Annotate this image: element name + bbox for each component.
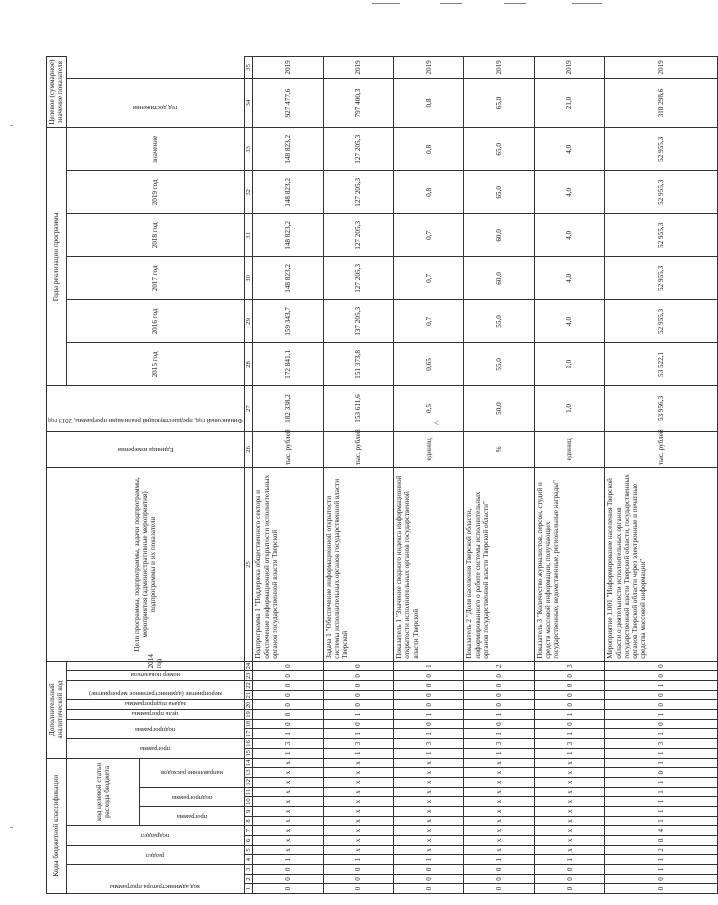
code-cell: 0 [394, 874, 464, 884]
code-cell: 0 [464, 719, 534, 729]
column-index-cell: 13 [244, 769, 252, 776]
row-unit: тыс. рублей [323, 431, 393, 468]
code-cell: 0 [605, 768, 717, 778]
code-cell: 3 [605, 739, 717, 749]
budget-codes-header: Коды бюджетной классификации [47, 758, 67, 893]
code-cell: 0 [253, 671, 323, 681]
row-year-value: 4,0 [534, 214, 604, 257]
code-cell: x [534, 816, 604, 826]
code-cell: 1 [605, 816, 717, 826]
column-index-cell: 20 [244, 701, 252, 709]
row-year-value: 55,0 [464, 300, 534, 343]
column-index-cell: 35 [244, 57, 253, 79]
code-cell: 3 [534, 739, 604, 749]
target-year-header: год достижения [66, 78, 244, 127]
column-index-cell: 10 [244, 798, 252, 805]
row-year-value: 0,7 [394, 300, 464, 343]
code-cell: 1 [464, 729, 534, 739]
code-cell: 1 [605, 787, 717, 797]
code-cell: 0 [534, 681, 604, 691]
code-cell: 1 [534, 748, 604, 758]
code-cell: x [323, 768, 393, 778]
code-cell: 0 [323, 700, 393, 710]
code-cell: x [394, 758, 464, 768]
row-year-value: 148 823,2 [253, 214, 323, 257]
code-cell: 0 [534, 884, 604, 894]
code-cell: x [534, 845, 604, 855]
column-index-cell: 25 [244, 468, 253, 662]
program-indicators-table [46, 56, 718, 894]
code-cell: 0 [534, 690, 604, 700]
code-cell: x [534, 806, 604, 816]
code-cell: 0 [323, 884, 393, 894]
code-cell: x [534, 835, 604, 845]
row-year-value: 151 373,8 [323, 343, 393, 386]
code-cell: x [394, 845, 464, 855]
row-year-value: 0,8 [394, 128, 464, 171]
row-name: Показатель 2 "Доля населения Тверской области, информированного о работе системы исполнительных органов государственной власти Тверской области" [464, 468, 534, 662]
year-2014-header: 2014 год [66, 661, 244, 671]
target-value-header: значение [66, 128, 244, 171]
extra-code-header: Дополнительный аналитический код [47, 661, 67, 758]
column-index-cell: 18 [244, 720, 252, 728]
row-year-value: 127 205,3 [323, 257, 393, 300]
row-year-value: 52 955,3 [605, 257, 717, 300]
code-cell: 0 [464, 690, 534, 700]
column-index-cell: 16 [244, 740, 252, 747]
edge-mark [10, 827, 13, 828]
code-cell: 0 [394, 864, 464, 874]
column-index-cell: 17 [244, 730, 252, 738]
row-year-value: 0,7 [394, 257, 464, 300]
row-year-value: 1,0 [534, 343, 604, 386]
code-cell: x [253, 816, 323, 826]
code-cell: 1 [605, 729, 717, 739]
code-cell: 0 [253, 874, 323, 884]
code-cell: 1 [605, 777, 717, 787]
row-target-value: 21,0 [534, 78, 604, 127]
code-cell: 1 [323, 855, 393, 865]
code-cell: x [394, 797, 464, 807]
code-cell: 3 [323, 739, 393, 749]
code-cell: 2 [605, 845, 717, 855]
table-row [605, 57, 717, 894]
code-cell: 2 [464, 661, 534, 671]
row-prev-year: 0,5 [394, 386, 464, 431]
code-cell: 0 [323, 671, 393, 681]
code-cell: x [253, 777, 323, 787]
code-cell: x [253, 826, 323, 836]
column-index-cell: 31 [244, 214, 253, 257]
column-index-cell: 6 [244, 835, 253, 845]
activity-number-header: номер показателя [66, 671, 244, 681]
row-year-value: 159 343,7 [253, 300, 323, 343]
row-name: Мероприятие 1.001 "Информирование населения Тверской области о деятельности исполнительных органов государственной власти Тверской области, государственных органов Тверской области через электронные и печатные средства массовой информации" [605, 468, 717, 662]
column-index-cell: 33 [244, 128, 253, 171]
row-year-value: 127 205,3 [323, 214, 393, 257]
column-index-cell: 29 [244, 300, 253, 343]
code-cell: 0 [534, 700, 604, 710]
code-cell: 0 [394, 700, 464, 710]
years-header: Годы реализации программы [47, 128, 67, 386]
column-index-cell: 22 [244, 682, 252, 689]
row-year-value: 55,0 [464, 343, 534, 386]
code-cell: x [394, 816, 464, 826]
code-cell: 1 [605, 806, 717, 816]
code-cell: x [323, 845, 393, 855]
row-year-value: 65,0 [464, 128, 534, 171]
row-year-value: 148 823,2 [253, 171, 323, 214]
row-name: Показатель 1 "Значение сводного индекса информационной открытости исполнительных органов государственной власти Тверской [394, 468, 464, 662]
code-cell: x [394, 806, 464, 816]
table-row [534, 57, 604, 894]
row-target-year: 2019 [534, 57, 604, 79]
row-year-value: 0,8 [394, 171, 464, 214]
code-cell: 0 [253, 700, 323, 710]
row-year-value: 148 823,2 [253, 257, 323, 300]
code-cell: 1 [464, 855, 534, 865]
row-year-value: 127 205,3 [323, 171, 393, 214]
column-index-cell: 4 [244, 855, 253, 865]
unit-header: Единица измерения [47, 431, 245, 468]
column-index-cell: 3 [244, 864, 253, 874]
code-cell: 1 [253, 748, 323, 758]
code-cell: 0 [605, 700, 717, 710]
row-target-value: 927 477,6 [253, 78, 323, 127]
row-year-value: 127 205,3 [323, 128, 393, 171]
row-prev-year: 50,0 [464, 386, 534, 431]
code-cell: 0 [464, 884, 534, 894]
program-table-sheet [46, 56, 665, 894]
code-cell: 0 [253, 710, 323, 720]
row-prev-year: 53 956,3 [605, 386, 717, 431]
row-year-value: 60,0 [464, 214, 534, 257]
code-cell: 0 [534, 874, 604, 884]
subsection-header: подраздел [66, 826, 244, 845]
code-cell: x [394, 826, 464, 836]
row-prev-year: 153 611,6 [323, 386, 393, 431]
row-unit: единиц [534, 431, 604, 468]
code-cell: 0 [605, 661, 717, 671]
subprogram-task-header: задача подпрограммы [66, 700, 244, 710]
code-cell: 0 [605, 690, 717, 700]
code-cell: 0 [605, 835, 717, 845]
edge-mark [10, 125, 13, 126]
code-cell: 0 [323, 874, 393, 884]
row-target-year: 2019 [394, 57, 464, 79]
code-cell: 1 [394, 710, 464, 720]
code-cell: 1 [605, 797, 717, 807]
code-cell: 0 [605, 719, 717, 729]
code-cell: 0 [464, 874, 534, 884]
program-goal-header: цель программы [66, 710, 244, 720]
row-year-value: 52 955,3 [605, 128, 717, 171]
code-cell: x [323, 835, 393, 845]
code-cell: 3 [534, 661, 604, 671]
row-year-value: 172 841,1 [253, 343, 323, 386]
row-name: Показатель 3 "Количество журналистов, персон, студий и средств массовой информации, получающих государственные, ведомственные, региональные награды" [534, 468, 604, 662]
code-cell: x [464, 806, 534, 816]
table-row [464, 57, 534, 894]
row-year-value: 4,0 [534, 257, 604, 300]
column-index-cell: 26 [244, 431, 253, 468]
code-cell: x [464, 845, 534, 855]
row-target-value: 0,8 [394, 78, 464, 127]
code-cell: 0 [253, 864, 323, 874]
code-cell: x [253, 806, 323, 816]
code-cell: x [394, 787, 464, 797]
column-index-cell: 23 [244, 672, 252, 680]
code-cell: 0 [323, 864, 393, 874]
code-cell: 1 [534, 710, 604, 720]
code-cell: 1 [394, 748, 464, 758]
row-target-year: 2019 [464, 57, 534, 79]
code-cell: 0 [394, 681, 464, 691]
row-unit: % [464, 431, 534, 468]
code-cell: 0 [253, 661, 323, 671]
row-target-year: 2019 [253, 57, 323, 79]
code-cell: x [534, 768, 604, 778]
code-cell: 0 [253, 719, 323, 729]
row-target-value: 318 298,6 [605, 78, 717, 127]
code-cell: 1 [394, 661, 464, 671]
column-index-cell: 28 [244, 343, 253, 386]
code-cell: 0 [464, 700, 534, 710]
code-cell: 3 [394, 739, 464, 749]
code-cell: x [464, 758, 534, 768]
direction-header: направление расходов [140, 758, 244, 787]
code-cell: 0 [464, 681, 534, 691]
row-prev-year: 1,0 [534, 386, 604, 431]
code-cell: 3 [464, 739, 534, 749]
code-cell: 1 [394, 729, 464, 739]
code-cell: x [534, 787, 604, 797]
column-index-cell: 32 [244, 171, 253, 214]
scan-line [440, 3, 462, 4]
row-year-value: 148 823,2 [253, 128, 323, 171]
row-year-value: 60,0 [464, 257, 534, 300]
code-cell: x [323, 797, 393, 807]
code-cell: x [534, 797, 604, 807]
row-target-year: 2019 [605, 57, 717, 79]
scan-line [572, 3, 602, 4]
code-cell: 0 [323, 690, 393, 700]
code-cell: x [253, 768, 323, 778]
code-cell: 1 [605, 710, 717, 720]
table-body [253, 57, 717, 894]
code-cell: 1 [323, 729, 393, 739]
code-cell: x [323, 816, 393, 826]
year-2018-header: 2018 год [66, 214, 244, 257]
extra-subprogram-header: подпрограмма [66, 719, 244, 738]
row-year-value: 137 205,3 [323, 300, 393, 343]
row-unit: тыс. рублей [605, 431, 717, 468]
row-year-value: 4,0 [534, 171, 604, 214]
code-cell: 0 [534, 719, 604, 729]
code-cell: 1 [464, 710, 534, 720]
code-cell: 1 [534, 855, 604, 865]
column-index-cell: 14 [244, 759, 252, 767]
column-index-cell: 19 [244, 711, 252, 718]
column-index-cell: 12 [244, 778, 252, 786]
row-target-value: 797 400,3 [323, 78, 393, 127]
name-header: Цели программы, подпрограммы, задачи подпрограммы, мероприятия (административные мероприятия) подпрограммы и их показатели [47, 468, 245, 662]
code-cell: x [534, 777, 604, 787]
section-header: раздел [66, 845, 244, 864]
target-header: Целевое (суммарное) значение показателя [47, 57, 67, 128]
code-cell: 1 [323, 748, 393, 758]
row-year-value: 65,0 [464, 171, 534, 214]
code-cell: x [323, 826, 393, 836]
row-unit: единиц [394, 431, 464, 468]
prev-year-header: Финансовый год, предшествующий реализации программы, 2013 год [47, 386, 245, 431]
column-index-cell: 5 [244, 845, 253, 855]
column-index-cell: 21 [244, 691, 252, 699]
year-2016-header: 2016 год [66, 300, 244, 343]
scan-mark: ˂ [434, 418, 440, 428]
code-cell: 3 [253, 739, 323, 749]
extra-program-header: программа [66, 739, 244, 758]
code-cell: x [323, 758, 393, 768]
row-year-value: 0,7 [394, 214, 464, 257]
year-2019-header: 2019 год [66, 171, 244, 214]
code-cell: x [464, 787, 534, 797]
code-cell: 0 [394, 719, 464, 729]
code-cell: 1 [464, 748, 534, 758]
scan-line [372, 3, 400, 4]
code-cell: x [534, 758, 604, 768]
column-index-cell: 8 [244, 816, 253, 826]
code-cell: x [253, 758, 323, 768]
code-cell: x [253, 797, 323, 807]
code-cell: 0 [253, 884, 323, 894]
row-year-value: 52 955,3 [605, 300, 717, 343]
column-index-cell: 9 [244, 806, 253, 816]
year-2017-header: 2017 год [66, 257, 244, 300]
code-cell: 0 [605, 671, 717, 681]
column-index-cell: 24 [244, 662, 252, 670]
code-cell: 0 [605, 874, 717, 884]
target-expense-header: код целевой статьи расхода бюджета [66, 758, 140, 826]
code-cell: x [464, 835, 534, 845]
row-year-value: 53 522,1 [605, 343, 717, 386]
code-cell: x [253, 835, 323, 845]
column-index-cell: 30 [244, 257, 253, 300]
column-index-cell: 11 [244, 788, 252, 796]
code-cell: x [464, 816, 534, 826]
subprogram-header: подпрограмма [140, 787, 244, 806]
code-cell: 0 [323, 719, 393, 729]
admin-code-header: код администратора программы [66, 864, 244, 893]
row-prev-year: 182 338,2 [253, 386, 323, 431]
row-year-value: 52 955,3 [605, 214, 717, 257]
code-cell: x [323, 806, 393, 816]
code-cell: 1 [605, 864, 717, 874]
code-cell: x [394, 777, 464, 787]
row-year-value: 4,0 [534, 300, 604, 343]
code-cell: 0 [534, 864, 604, 874]
code-cell: 1 [605, 855, 717, 865]
code-cell: x [464, 797, 534, 807]
year-2015-header: 2015 год [66, 343, 244, 386]
row-name: Подпрограмма 1 "Поддержка общественного сектора и обеспечение информационной открытости исполнительных органов государственной власти Тверской [253, 468, 323, 662]
code-cell: x [253, 845, 323, 855]
row-year-value: 52 955,3 [605, 171, 717, 214]
column-index-cell: 7 [244, 826, 253, 836]
code-cell: 1 [394, 855, 464, 865]
code-cell: 1 [323, 710, 393, 720]
code-cell: 0 [394, 671, 464, 681]
column-index-row [244, 57, 253, 894]
code-cell: 0 [253, 681, 323, 691]
code-cell: 0 [464, 671, 534, 681]
row-year-value: 4,0 [534, 128, 604, 171]
row-name: Задача 1 "Обеспечение информационной открытости системы исполнительных органов государственной власти Тверской [323, 468, 393, 662]
column-index-cell: 34 [244, 78, 253, 127]
table-row [323, 57, 393, 894]
code-cell: 0 [253, 690, 323, 700]
code-cell: 0 [323, 681, 393, 691]
code-cell: x [394, 835, 464, 845]
row-target-year: 2019 [323, 57, 393, 79]
row-unit: тыс. рублей [253, 431, 323, 468]
table-row [253, 57, 323, 894]
code-cell: 1 [605, 758, 717, 768]
code-cell: x [323, 777, 393, 787]
code-cell: 0 [464, 864, 534, 874]
row-target-value: 65,0 [464, 78, 534, 127]
code-cell: 0 [394, 690, 464, 700]
code-cell: 0 [394, 884, 464, 894]
code-cell: 4 [605, 826, 717, 836]
code-cell: x [464, 826, 534, 836]
code-cell: x [323, 787, 393, 797]
code-cell: x [534, 826, 604, 836]
code-cell: 0 [323, 661, 393, 671]
column-index-cell: 15 [244, 749, 252, 757]
program-header: программа [140, 806, 244, 825]
code-cell: x [394, 768, 464, 778]
code-cell: 1 [605, 681, 717, 691]
code-cell: 0 [534, 671, 604, 681]
row-year-value: 0,65 [394, 343, 464, 386]
code-cell: x [253, 787, 323, 797]
column-index-cell: 27 [244, 386, 253, 431]
column-index-cell: 2 [244, 874, 253, 884]
code-cell: 1 [253, 729, 323, 739]
activity-header: мероприятие (административное мероприятие) [66, 681, 244, 700]
scan-line [504, 3, 526, 4]
code-cell: 1 [534, 729, 604, 739]
table-row [394, 57, 464, 894]
code-cell: x [464, 768, 534, 778]
column-index-cell: 1 [244, 884, 253, 894]
code-cell: 0 [605, 884, 717, 894]
code-cell: 1 [605, 748, 717, 758]
code-cell: 1 [253, 855, 323, 865]
code-cell: x [464, 777, 534, 787]
